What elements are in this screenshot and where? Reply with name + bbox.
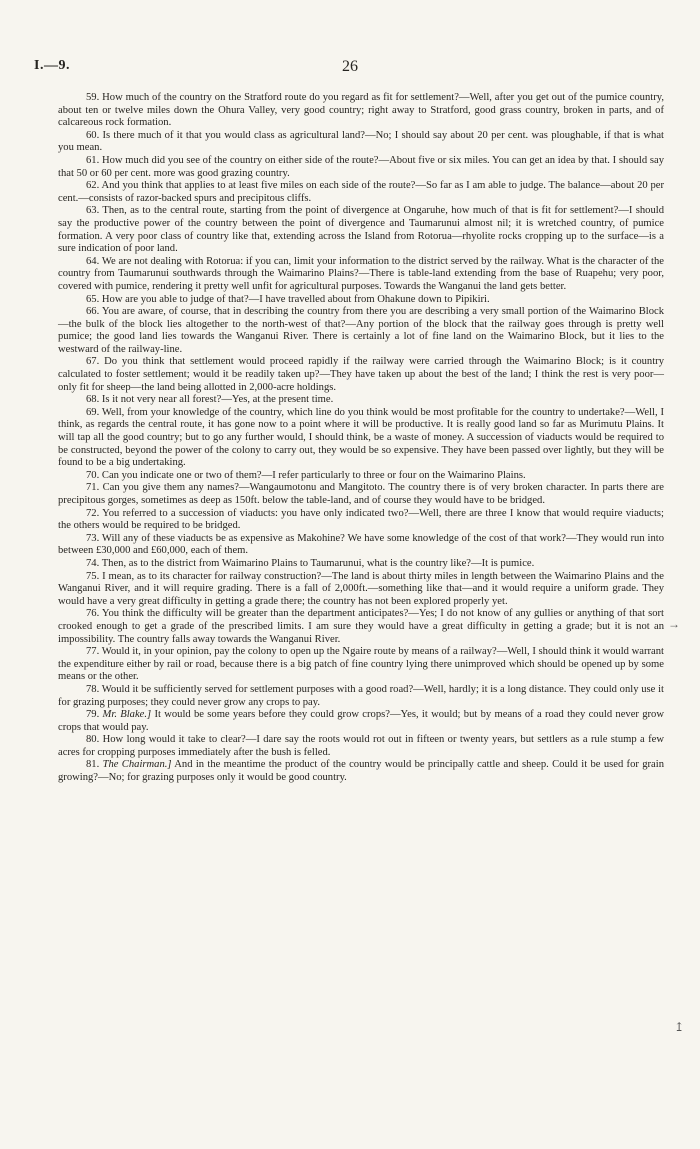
paragraph-70: 70. Can you indicate one or two of them?—I refer particularly to three or four on the Waimarino Plains. (86, 469, 526, 481)
paragraph-80: 80. How long would it take to clear?—I dare say the roots would rot out in fifteen or twenty years, but settlers as a rule stump a few acres for cropping purposes immediately after the bush is felled. (58, 734, 664, 758)
document-body (58, 92, 664, 785)
paragraph-61: 61. How much did you see of the country on either side of the route?—About five or six miles. You can get an idea by that. I should say that 50 or 60 per cent. more was good grazing country. (58, 154, 664, 179)
paragraph-74: 74. Then, as to the district from Waimarino Plains to Taumarunui, what is the country like?—It is pumice. (86, 557, 535, 569)
speaker-label: The Chairman.] (102, 759, 172, 771)
paragraph-77: 77. Would it, in your opinion, pay the colony to open up the Ngaire route by means of a railway?—Well, I should think it would warrant the expenditure either by rail or road, because there is a big patch of fine country lying there unimproved which should be opened up by some means or the other. (58, 646, 664, 683)
paragraph-71: 71. Can you give them any names?—Wangaumotonu and Mangitoto. The country there is of very broken character. In parts there are precipitous gorges, sometimes as deep as 150ft. below the table-land, and of course they would have to be bridged. (58, 482, 664, 506)
paragraph-76: 76. You think the difficulty will be greater than the department anticipates?—Yes; I do not know of any gullies or anything of that sort crooked enough to get a grade of the prescribed limits. I am sure they would have a great difficulty in getting a grade; but it is not an impossibility. The country falls away towards the Wanganui River. (58, 608, 664, 645)
report-reference: I.—9. (34, 58, 70, 73)
paragraph-65: 65. How are you able to judge of that?—I have travelled about from Ohakune down to Pipikiri. (86, 293, 490, 305)
paragraph-text: It would be some years before they could grow crops?—Yes, it would; but by means of a road they could never grow crops that would pay. (58, 709, 664, 733)
paragraph-69: 69. Well, from your knowledge of the country, which line do you think would be most profitable for the country to undertake?—Well, I think, as regards the central route, it has gone now to a point where it will be productive. It is really good land so far as Murimutu Plains. It will tap all the good country; but to go any further would, I should think, be a waste of money. A succession of viaducts would be required to be constructed, beyond the power of the colony to carry out, they would be so expensive. They have been passed over lightly, but they will be found to be a big undertaking. (58, 406, 664, 469)
speaker-label: Mr. Blake.] (102, 709, 152, 721)
paragraph-60: 60. Is there much of it that you would class as agricultural land?—No; I should say about 20 per cent. was ploughable, if that is what you mean. (58, 129, 664, 154)
question-number: 81. (86, 759, 100, 771)
page-number: 26 (342, 58, 358, 75)
paragraph-text: And in the meantime the product of the country would be principally cattle and sheep. Could it be used for grain growing?—No; for grazing purposes only it would be good country. (58, 759, 664, 784)
paragraph-68: 68. Is it not very near all forest?—Yes, at the present time. (86, 394, 334, 406)
paragraph-81 (58, 759, 664, 784)
paragraph-59: 59. How much of the country on the Stratford route do you regard as fit for settlement?—Well, after you get out of the pumice country, about ten or twelve miles down the Ohura Valley, very good country; right away to Stratford, good grass country, broken in parts, and of calcareous rock formation. (58, 92, 664, 129)
margin-tick-mark: ↥ (674, 1020, 685, 1034)
paragraph-79 (58, 709, 664, 734)
margin-tick-mark: → (668, 617, 680, 631)
paragraph-72: 72. You referred to a succession of viaducts: you have only indicated two?—Well, there are three I know that would require viaducts; the others would be required to be bridged. (58, 507, 664, 532)
paragraph-75: 75. I mean, as to its character for railway construction?—The land is about thirty miles in length between the Waimarino Plains and the Wanganui River, and it will require grading. There is a fall of 2,000ft.—something like that—and it would require a uniform grade. They would have a very great difficulty in getting a grade there; the country has not been explored properly yet. (58, 570, 664, 607)
paragraph-67: 67. Do you think that settlement would proceed rapidly if the railway were carried through the Waimarino Block; is it country calculated to foster settlement; would it be readily taken up?—They have taken up about the best of the land; I think the rest is very poor—only fit for sheep—the land being allotted in 2,000-acre holdings. (58, 356, 664, 393)
paragraph-64: 64. We are not dealing with Rotorua: if you can, limit your information to the district served by the railway. What is the character of the country from Taumarunui southwards through the Waimarino Plains?—There is table-land extending from the base of Ruapehu; very poor, covered with pumice, rendering it pretty well unfit for agricultural purposes. Towards the Wanganui the land gets better. (58, 255, 664, 292)
question-number: 79. (86, 709, 100, 721)
paragraph-66: 66. You are aware, of course, that in describing the country from there you are describing a very small portion of the Waimarino Block—the bulk of the block lies altogether to the north-west of that?—Any portion of the block that the railway goes through is pretty well pumice; the good land lies towards the Wanganui River. There is certainly a lot of fine land on the Waimarino Block, but it lies to the westward of the railway-line. (58, 306, 664, 355)
paragraph-63: 63. Then, as to the central route, starting from the point of divergence at Ongaruhe, how much of that is fit for settlement?—I should say the productive power of the country between the point of divergence and Taumarunui almost nil; it is wretched country, of pumice formation. A very poor class of country like that, extending across the Island from Rotorua—rhyolite rocks cropping up to the surface—is a sure indication of poor land. (58, 205, 664, 255)
paragraph-62: 62. And you think that applies to at least five miles on each side of the route?—So far as I am able to judge. The balance—about 20 per cent.—consists of razor-backed spurs and precipitous cliffs. (58, 180, 664, 204)
paragraph-78: 78. Would it be sufficiently served for settlement purposes with a good road?—Well, hardly; it is a long distance. They could only use it for grazing purposes; they could never grow any crops to pay. (58, 683, 664, 708)
paragraph-73: 73. Will any of these viaducts be as expensive as Makohine? We have some knowledge of the cost of that work?—They would run into between £30,000 and £60,000, each of them. (58, 532, 664, 557)
